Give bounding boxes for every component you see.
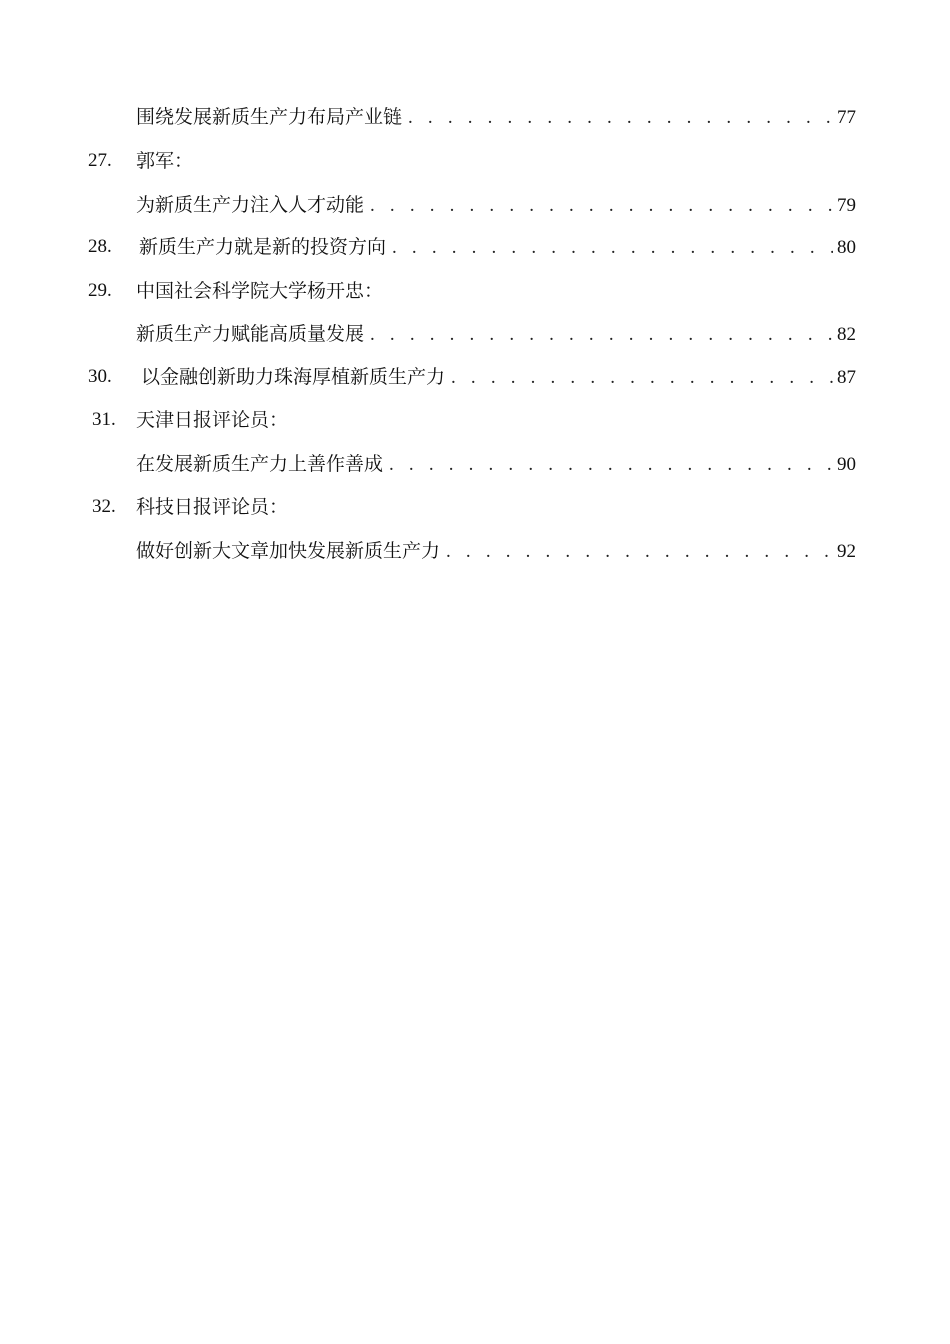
toc-author-label: 中国社会科学院大学杨开忠： [136, 280, 384, 302]
dot-leader [446, 537, 833, 567]
toc-item-number: 32. [92, 496, 116, 517]
toc-page-number: 90 [837, 454, 856, 475]
toc-author-label: 郭军： [136, 150, 194, 172]
toc-item-number: 31. [92, 409, 116, 430]
toc-author-label: 天津日报评论员： [136, 409, 289, 431]
toc-author-heading [0, 276, 950, 306]
toc-page-number: 80 [837, 237, 856, 258]
toc-author-heading [0, 146, 950, 176]
toc-entry-title: 以金融创新助力珠海厚植新质生产力 [141, 366, 446, 388]
toc-item-number: 30. [88, 366, 112, 387]
dot-leader [370, 191, 833, 221]
toc-entry-line [139, 232, 856, 263]
dot-leader [370, 320, 833, 350]
toc-author-label: 科技日报评论员： [136, 496, 289, 518]
toc-item-number: 29. [88, 280, 112, 301]
toc-entry[interactable] [0, 362, 950, 392]
toc-author-heading [0, 492, 950, 522]
toc-entry[interactable] [0, 449, 950, 479]
toc-entry[interactable] [0, 319, 950, 349]
toc-entry[interactable] [0, 536, 950, 566]
toc-page-number: 92 [837, 541, 856, 562]
dot-leader [451, 363, 833, 393]
toc-item-number: 27. [88, 150, 112, 171]
toc-entry-title: 为新质生产力注入人才动能 [136, 194, 365, 216]
toc-page-number: 82 [837, 324, 856, 345]
toc-entry-line [136, 319, 856, 350]
toc-page-number: 79 [837, 195, 856, 216]
toc-entry-line [136, 449, 856, 480]
toc-page-number: 77 [837, 107, 856, 128]
toc-entry-title: 围绕发展新质生产力布局产业链 [136, 106, 403, 128]
toc-item-number: 28. [88, 236, 112, 257]
toc-entry[interactable] [0, 232, 950, 262]
toc-entry-title: 新质生产力就是新的投资方向 [139, 236, 387, 258]
dot-leader [392, 233, 833, 263]
toc-entry-line [136, 190, 856, 221]
dot-leader [389, 450, 833, 480]
toc-author-heading [0, 405, 950, 435]
toc-entry-line [136, 536, 856, 567]
toc-entry-line [141, 362, 856, 393]
dot-leader [408, 103, 833, 133]
toc-entry-title: 做好创新大文章加快发展新质生产力 [136, 540, 441, 562]
toc-entry-title: 新质生产力赋能高质量发展 [136, 323, 365, 345]
toc-page-number: 87 [837, 367, 856, 388]
toc-entry-line [136, 102, 856, 133]
toc-entry[interactable] [0, 102, 950, 132]
toc-entry[interactable] [0, 190, 950, 220]
toc-entry-title: 在发展新质生产力上善作善成 [136, 453, 384, 475]
